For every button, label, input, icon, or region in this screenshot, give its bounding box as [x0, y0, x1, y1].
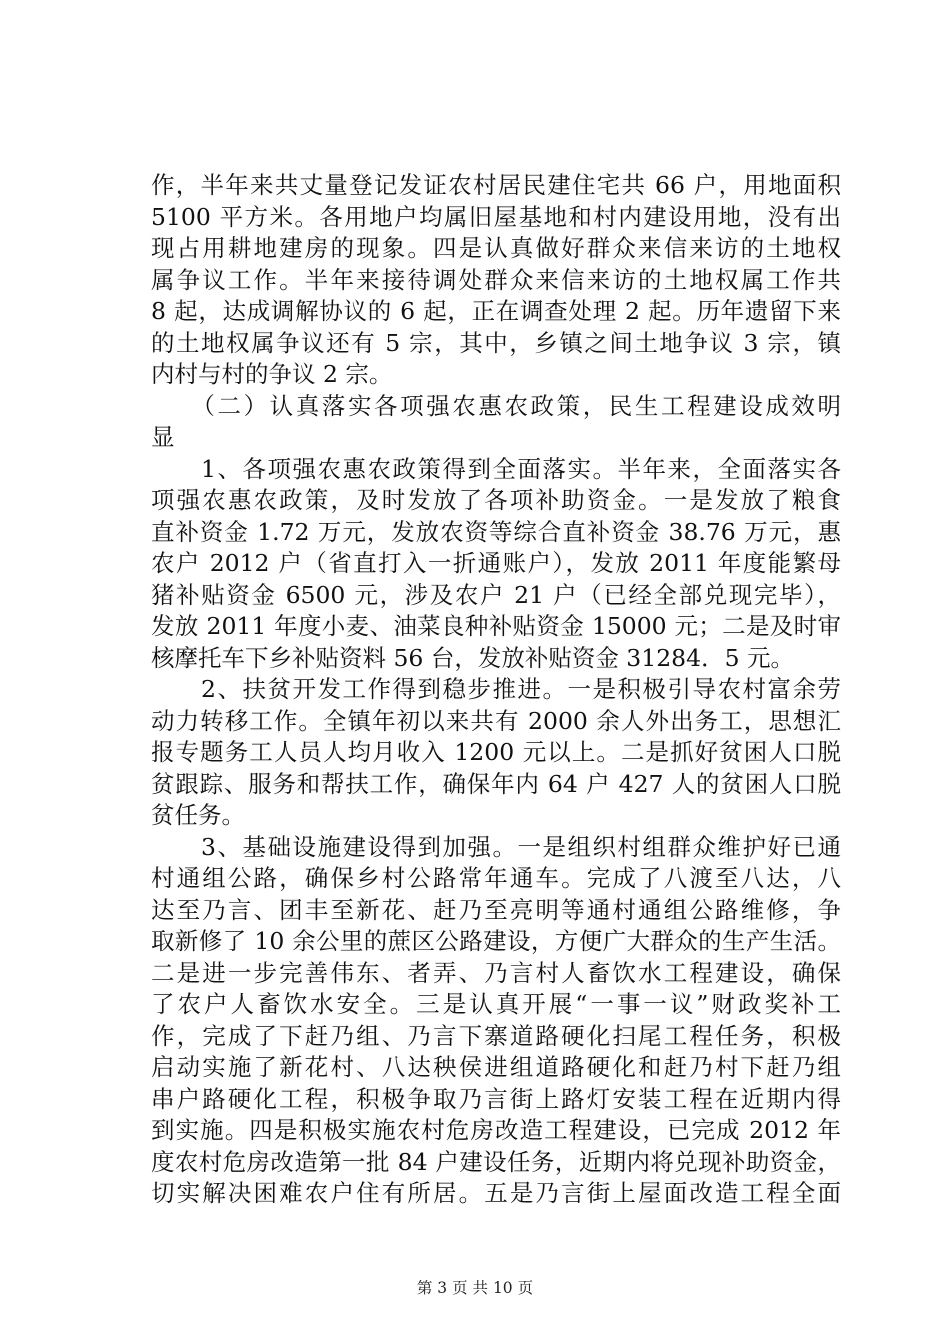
text-line: 2、扶贫开发工作得到稳步推进。一是积极引导农村富余劳 — [151, 675, 841, 703]
page-number: 第 3 页 共 10 页 — [416, 1279, 534, 1297]
text-line: 到实施。四是积极实施农村危房改造工程建设，已完成 2012 年 — [151, 1116, 841, 1144]
text-line: 农户 2012 户（省直打入一折通账户），发放 2011 年度能繁母 — [151, 549, 841, 577]
text-line: 猪补贴资金 6500 元，涉及农户 21 户（已经全部兑现完毕）， — [151, 580, 841, 609]
section-heading: 显 — [151, 423, 175, 451]
text-line: 项强农惠农政策，及时发放了各项补助资金。一是发放了粮食 — [151, 486, 841, 514]
text-line: 现占用耕地建房的现象。四是认真做好群众来信来访的土地权 — [151, 234, 841, 262]
text-line: 了农户人畜饮水安全。三是认真开展“一事一议”财政奖补工 — [151, 990, 841, 1018]
text-line: 1、各项强农惠农政策得到全面落实。半年来，全面落实各 — [151, 454, 841, 483]
text-line: 直补资金 1.72 万元，发放农资等综合直补资金 38.76 万元，惠 — [151, 517, 841, 546]
text-line: 取新修了 10 余公里的蔗区公路建设，方便广大群众的生产生活。 — [151, 927, 841, 955]
text-line: 内村与村的争议 2 宗。 — [151, 360, 393, 388]
text-line: 作，半年来共丈量登记发证农村居民建住宅共 66 户，用地面积 — [151, 171, 841, 199]
text-line: 启动实施了新花村、八达秧侯进组道路硬化和赶乃村下赶乃组 — [151, 1053, 841, 1081]
text-line: 串户路硬化工程，积极争取乃言街上路灯安装工程在近期内得 — [151, 1084, 841, 1113]
text-line: 属争议工作。半年来接待调处群众来信来访的土地权属工作共 — [151, 265, 841, 294]
text-line: 切实解决困难农户住有所居。五是乃言街上屋面改造工程全面 — [151, 1179, 841, 1207]
document-body — [151, 170, 841, 1210]
text-line: 作，完成了下赶乃组、乃言下寨道路硬化扫尾工程任务，积极 — [151, 1021, 841, 1050]
text-line: 3、基础设施建设得到加强。一是组织村组群众维护好已通 — [151, 832, 841, 861]
text-line: 贫跟踪、服务和帮扶工作，确保年内 64 户 427 人的贫困人口脱 — [151, 769, 841, 798]
text-line: 的土地权属争议还有 5 宗，其中，乡镇之间土地争议 3 宗，镇 — [151, 328, 841, 357]
text-line: 核摩托车下乡补贴资料 56 台，发放补贴资金 31284．5 元。 — [151, 643, 794, 672]
text-line: 度农村危房改造第一批 84 户建设任务，近期内将兑现补助资金， — [151, 1147, 841, 1176]
text-line: 动力转移工作。全镇年初以来共有 2000 余人外出务工，思想汇 — [151, 706, 841, 735]
text-line: 报专题务工人员人均月收入 1200 元以上。二是抓好贫困人口脱 — [151, 738, 841, 766]
text-line: 村通组公路，确保乡村公路常年通车。完成了八渡至八达，八 — [151, 864, 841, 892]
text-line: 5100 平方米。各用地户均属旧屋基地和村内建设用地，没有出 — [151, 202, 841, 231]
text-line: 发放 2011 年度小麦、油菜良种补贴资金 15000 元；二是及时审 — [151, 612, 841, 640]
text-line: 二是进一步完善伟东、者弄、乃言村人畜饮水工程建设，确保 — [151, 958, 841, 987]
text-line: 达至乃言、团丰至新花、赶乃至亮明等通村通组公路维修，争 — [151, 895, 841, 924]
text-line: 贫任务。 — [151, 801, 245, 829]
section-heading: （二）认真落实各项强农惠农政策，民生工程建设成效明 — [151, 391, 841, 420]
text-line: 8 起，达成调解协议的 6 起，正在调查处理 2 起。历年遗留下来 — [151, 297, 841, 325]
